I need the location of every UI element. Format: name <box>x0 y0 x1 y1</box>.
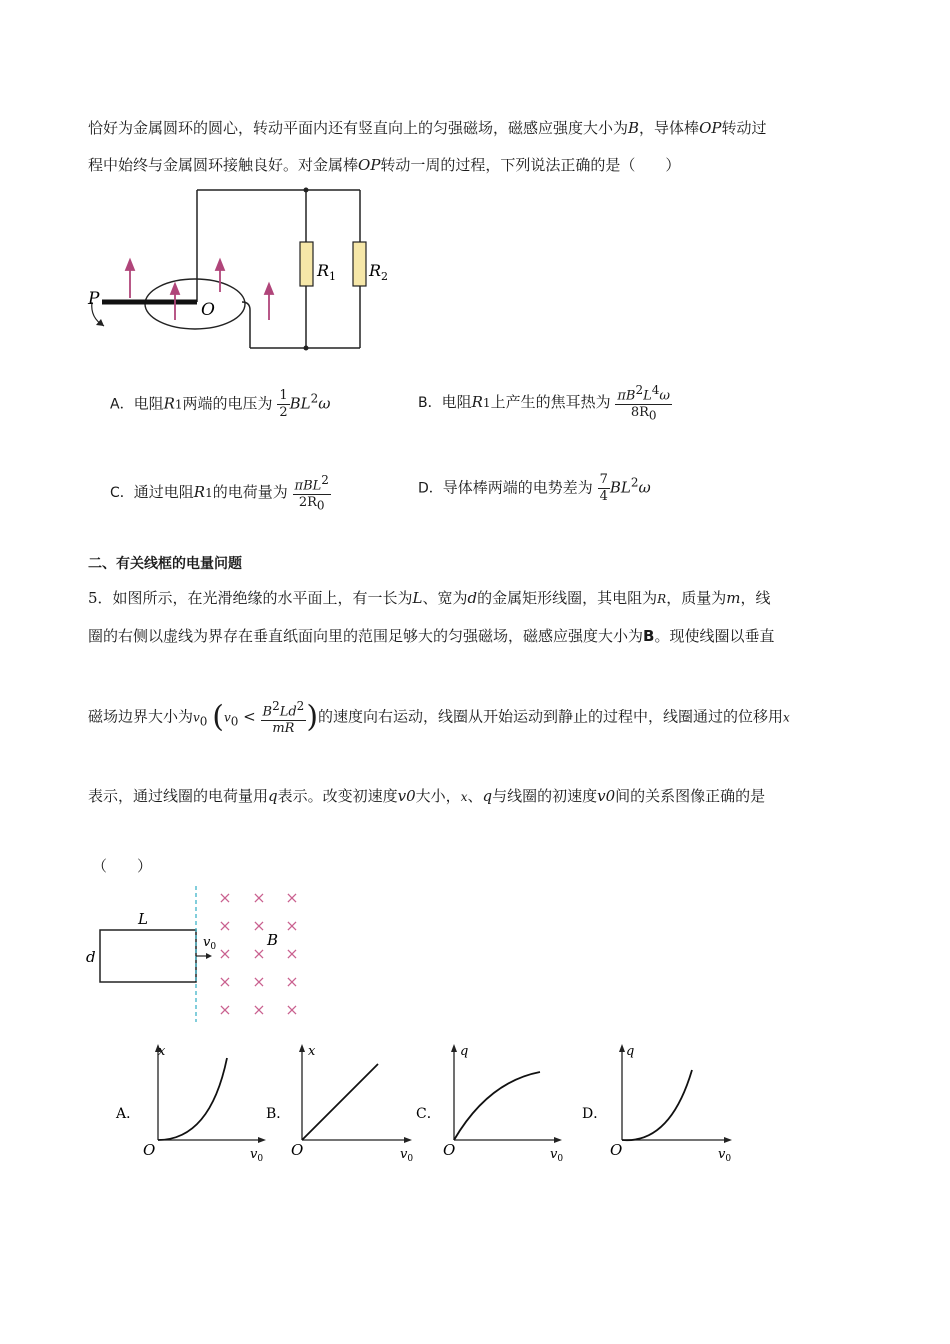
graph-c-xlabel: $v_0$ <box>550 1147 564 1164</box>
q4-line-2: 程中始终与金属圆环接触良好。对金属棒OP转动一周的过程，下列说法正确的是（ ） <box>88 156 681 174</box>
q4-option-a[interactable]: A．电阻R1两端的电压为 $\frac{1}{2}$ $BL^2\omega$ <box>110 388 331 420</box>
graph-c-ylabel: q <box>460 1044 469 1059</box>
graph-d-ylabel: q <box>626 1044 635 1059</box>
q5-answer-blank: （ ） <box>92 857 153 875</box>
graph-a-ylabel: x <box>158 1044 166 1059</box>
resistor-r2 <box>353 242 366 286</box>
q5-line-3: 磁场边界大小为$v_0$ ($v_0$ < $\frac{B^2Ld^2}{mR}$ )的速度向右运动，线圈从开始运动到静止的过程中，线圈通过的位移用x <box>88 699 790 737</box>
field-cross-icon: × <box>285 972 299 991</box>
label-p: P <box>88 289 100 309</box>
field-cross-icon: × <box>285 1000 299 1019</box>
label-o: O <box>201 300 215 320</box>
graph-d-origin: O <box>610 1141 623 1159</box>
field-cross-icon: × <box>285 916 299 935</box>
graph-b-xlabel: $v_0$ <box>400 1147 414 1164</box>
q4-option-d[interactable]: D．导体棒两端的电势差为 $\frac{7}{4}$ $BL^2\omega$ <box>418 472 651 504</box>
field-cross-icon: × <box>252 972 266 991</box>
field-cross-icon: × <box>218 972 232 991</box>
graph-b-origin: O <box>291 1141 304 1159</box>
coil-label-l: L <box>138 910 148 928</box>
q5-line-4: 表示，通过线圈的电荷量用q表示。改变初速度v0大小，x、q与线圈的初速度v0间的关系图像正确的是 <box>88 787 766 805</box>
field-cross-icon: × <box>252 944 266 963</box>
field-cross-icon: × <box>252 888 266 907</box>
graph-d-curve <box>622 1070 692 1140</box>
field-label-b: B <box>267 931 279 949</box>
graph-a-xlabel: $v_0$ <box>250 1147 264 1164</box>
graph-c[interactable] <box>416 1044 563 1164</box>
label-r2: $R_2$ <box>369 261 389 283</box>
graph-a-origin: O <box>143 1141 156 1159</box>
graph-a[interactable] <box>115 1044 266 1164</box>
coil-label-v0: $v_0$ <box>203 935 217 952</box>
q5-line-1: 5．如图所示，在光滑绝缘的水平面上，有一长为L、宽为d的金属矩形线圈，其电阻为R，质量为m，线 <box>88 589 771 607</box>
graph-b[interactable] <box>266 1044 413 1164</box>
coil-label-d: d <box>86 948 96 966</box>
graph-b-label: B． <box>266 1106 291 1122</box>
section-title: 二、有关线框的电量问题 <box>88 556 242 572</box>
field-cross-icon: × <box>285 888 299 907</box>
graph-a-label: A． <box>116 1106 141 1122</box>
q4-line-1: 恰好为金属圆环的圆心，转动平面内还有竖直向上的匀强磁场，磁感应强度大小为B，导体棒OP转动过 <box>88 119 767 137</box>
field-cross-icon: × <box>218 916 232 935</box>
field-cross-icon: × <box>252 1000 266 1019</box>
graph-c-label: C． <box>416 1106 441 1122</box>
field-cross-icon: × <box>218 1000 232 1019</box>
field-cross-icon: × <box>252 916 266 935</box>
junction-top <box>304 188 309 193</box>
q5-coil-figure <box>80 884 320 1024</box>
coil-rectangle <box>100 930 196 982</box>
graph-d-label: D． <box>582 1106 608 1122</box>
graph-b-line <box>302 1064 378 1140</box>
graph-c-curve <box>454 1072 540 1140</box>
graph-d[interactable] <box>582 1044 732 1164</box>
q4-option-b[interactable]: B．电阻R1上产生的焦耳热为 $\frac{\pi B^2L^4\omega}{8R_0}$ <box>418 383 670 423</box>
field-cross-icon: × <box>218 888 232 907</box>
field-arrows <box>126 260 273 320</box>
resistor-r1 <box>300 242 313 286</box>
graph-d-xlabel: $v_0$ <box>718 1147 732 1164</box>
q5-graphs <box>110 1040 760 1170</box>
magnetic-field-crosses <box>218 888 298 1019</box>
label-r1: $R_1$ <box>317 261 337 283</box>
q5-line-2: 圈的右侧以虚线为界存在垂直纸面向里的范围足够大的匀强磁场，磁感应强度大小为B。现使线圈以垂直 <box>88 627 775 645</box>
field-cross-icon: × <box>285 944 299 963</box>
junction-bottom <box>304 346 309 351</box>
q4-circuit-figure <box>80 180 400 365</box>
q4-option-c[interactable]: C．通过电阻R1的电荷量为 $\frac{\pi BL^2}{2R_0}$ <box>110 473 329 513</box>
field-cross-icon: × <box>218 944 232 963</box>
graph-b-ylabel: x <box>308 1044 316 1059</box>
graph-a-curve <box>158 1058 227 1140</box>
graph-c-origin: O <box>443 1141 456 1159</box>
